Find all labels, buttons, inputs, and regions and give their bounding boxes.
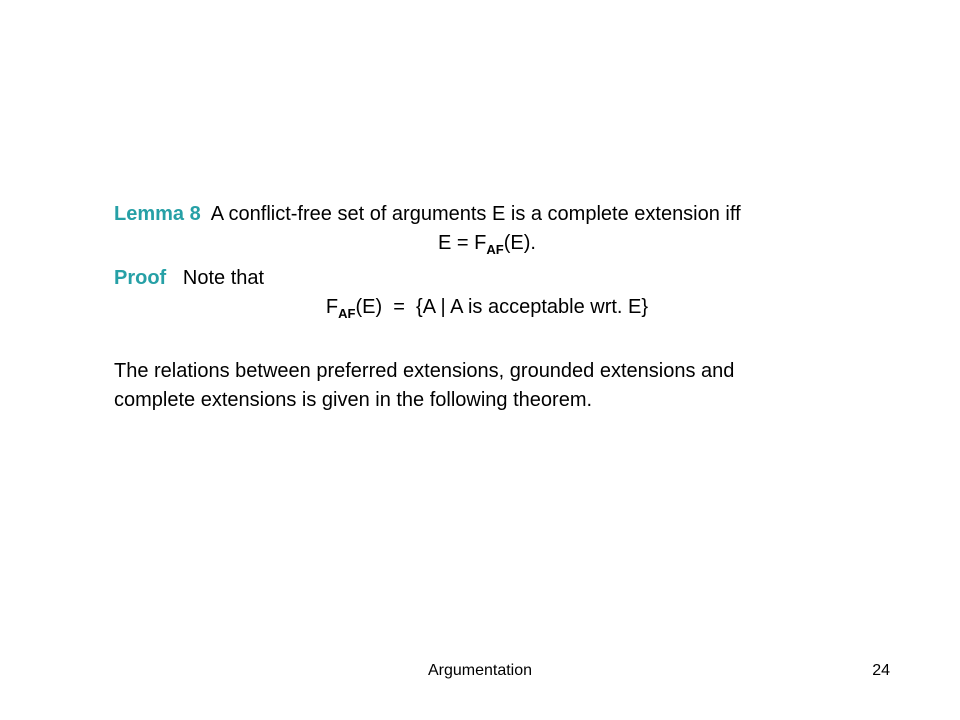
proof-formula-subscript: AF — [338, 306, 356, 321]
spacer — [114, 328, 860, 357]
page-number: 24 — [872, 662, 890, 679]
lemma-label: Lemma 8 — [114, 203, 201, 225]
proof-formula-f: F — [325, 296, 339, 318]
lemma-statement: A conflict-free set of arguments E is a complete extension iff — [210, 203, 741, 225]
lemma-line — [114, 200, 860, 229]
proof-line — [114, 264, 860, 293]
proof-label: Proof — [114, 267, 167, 289]
lemma-equation — [114, 229, 860, 264]
lemma-equation-rhs: (E). — [503, 232, 536, 254]
proof-formula — [114, 293, 860, 328]
proof-intro: Note that — [182, 267, 265, 289]
paragraph-line-1: The relations between preferred extensions, grounded extensions and — [114, 360, 735, 382]
proof-formula-rest: (E) = {A | A is acceptable wrt. E} — [355, 296, 649, 318]
paragraph-line-2: complete extensions is given in the following theorem. — [114, 389, 593, 411]
lemma-equation-lhs: E = F — [438, 232, 487, 254]
slide-content — [114, 200, 860, 415]
lemma-equation-subscript: AF — [486, 242, 504, 257]
footer-title: Argumentation — [427, 662, 533, 679]
